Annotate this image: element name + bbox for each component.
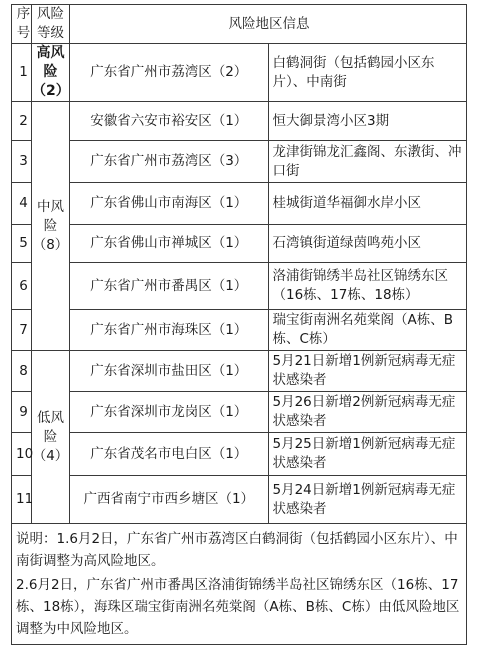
row-region: 广东省茂名市电白区（1） [70,433,269,476]
row-no: 9 [12,392,32,433]
row-info: 白鹤洞街（包括鹤园小区东片）、中南街 [268,44,467,102]
row-no: 4 [12,183,32,225]
level-high: 高风险（2） [32,44,70,102]
table-row [12,476,467,524]
level-low: 低风险（4） [32,351,70,524]
table-row [12,392,467,433]
row-info: 洛浦街锦绣半岛社区锦绣东区（16栋、17栋、18栋） [268,263,467,310]
table-row [12,263,467,310]
row-region: 广东省广州市海珠区（1） [70,310,269,351]
row-region: 广东省佛山市禅城区（1） [70,225,269,263]
row-region: 广东省深圳市龙岗区（1） [70,392,269,433]
row-region: 安徽省六安市裕安区（1） [70,102,269,141]
risk-area-table [11,4,467,645]
header-no: 序号 [12,5,32,44]
row-no: 2 [12,102,32,141]
table-row [12,183,467,225]
row-region: 广西省南宁市西乡塘区（1） [70,476,269,524]
row-no: 7 [12,310,32,351]
table-row [12,102,467,141]
header-info: 风险地区信息 [70,5,467,44]
header-level: 风险等级 [32,5,70,44]
row-region: 广东省广州市荔湾区（2） [70,44,269,102]
table-header-row [12,5,467,44]
notes-row [12,524,467,645]
note-2: 2.6月2日，广东省广州市番禺区洛浦街锦绣半岛社区锦绣东区（16栋、17栋、18栋），海珠区瑞宝街南洲名苑棠阁（A栋、B栋、C栋）由低风险地区调整为中风险地区。 [16,577,460,637]
row-no: 10 [12,433,32,476]
row-no: 1 [12,44,32,102]
row-info: 5月24日新增1例新冠病毒无症状感染者 [268,476,467,524]
table-row [12,351,467,392]
row-no: 3 [12,141,32,183]
row-info: 5月25日新增1例新冠病毒无症状感染者 [268,433,467,476]
table-row [12,225,467,263]
row-no: 11 [12,476,32,524]
table-row [12,310,467,351]
row-no: 6 [12,263,32,310]
table-row [12,44,467,102]
level-medium: 中风险（8） [32,102,70,351]
row-info: 石湾镇街道绿茵鸣苑小区 [268,225,467,263]
row-info: 恒大御景湾小区3期 [268,102,467,141]
row-region: 广东省深圳市盐田区（1） [70,351,269,392]
row-info: 瑞宝街南洲名苑棠阁（A栋、B栋、C栋） [268,310,467,351]
row-info: 5月21日新增1例新冠病毒无症状感染者 [268,351,467,392]
risk-area-document [11,4,467,645]
row-region: 广东省佛山市南海区（1） [70,183,269,225]
row-info: 龙津街锦龙汇鑫阁、东漖街、冲口街 [268,141,467,183]
row-region: 广东省广州市荔湾区（3） [70,141,269,183]
notes-cell [12,524,467,645]
table-row [12,433,467,476]
row-no: 5 [12,225,32,263]
row-no: 8 [12,351,32,392]
row-info: 桂城街道华福御水岸小区 [268,183,467,225]
row-info: 5月26日新增2例新冠病毒无症状感染者 [268,392,467,433]
table-row [12,141,467,183]
row-region: 广东省广州市番禺区（1） [70,263,269,310]
note-1: 说明：1.6月2日，广东省广州市荔湾区白鹤洞街（包括鹤园小区东片）、中南街调整为高风险地区。 [16,531,458,569]
